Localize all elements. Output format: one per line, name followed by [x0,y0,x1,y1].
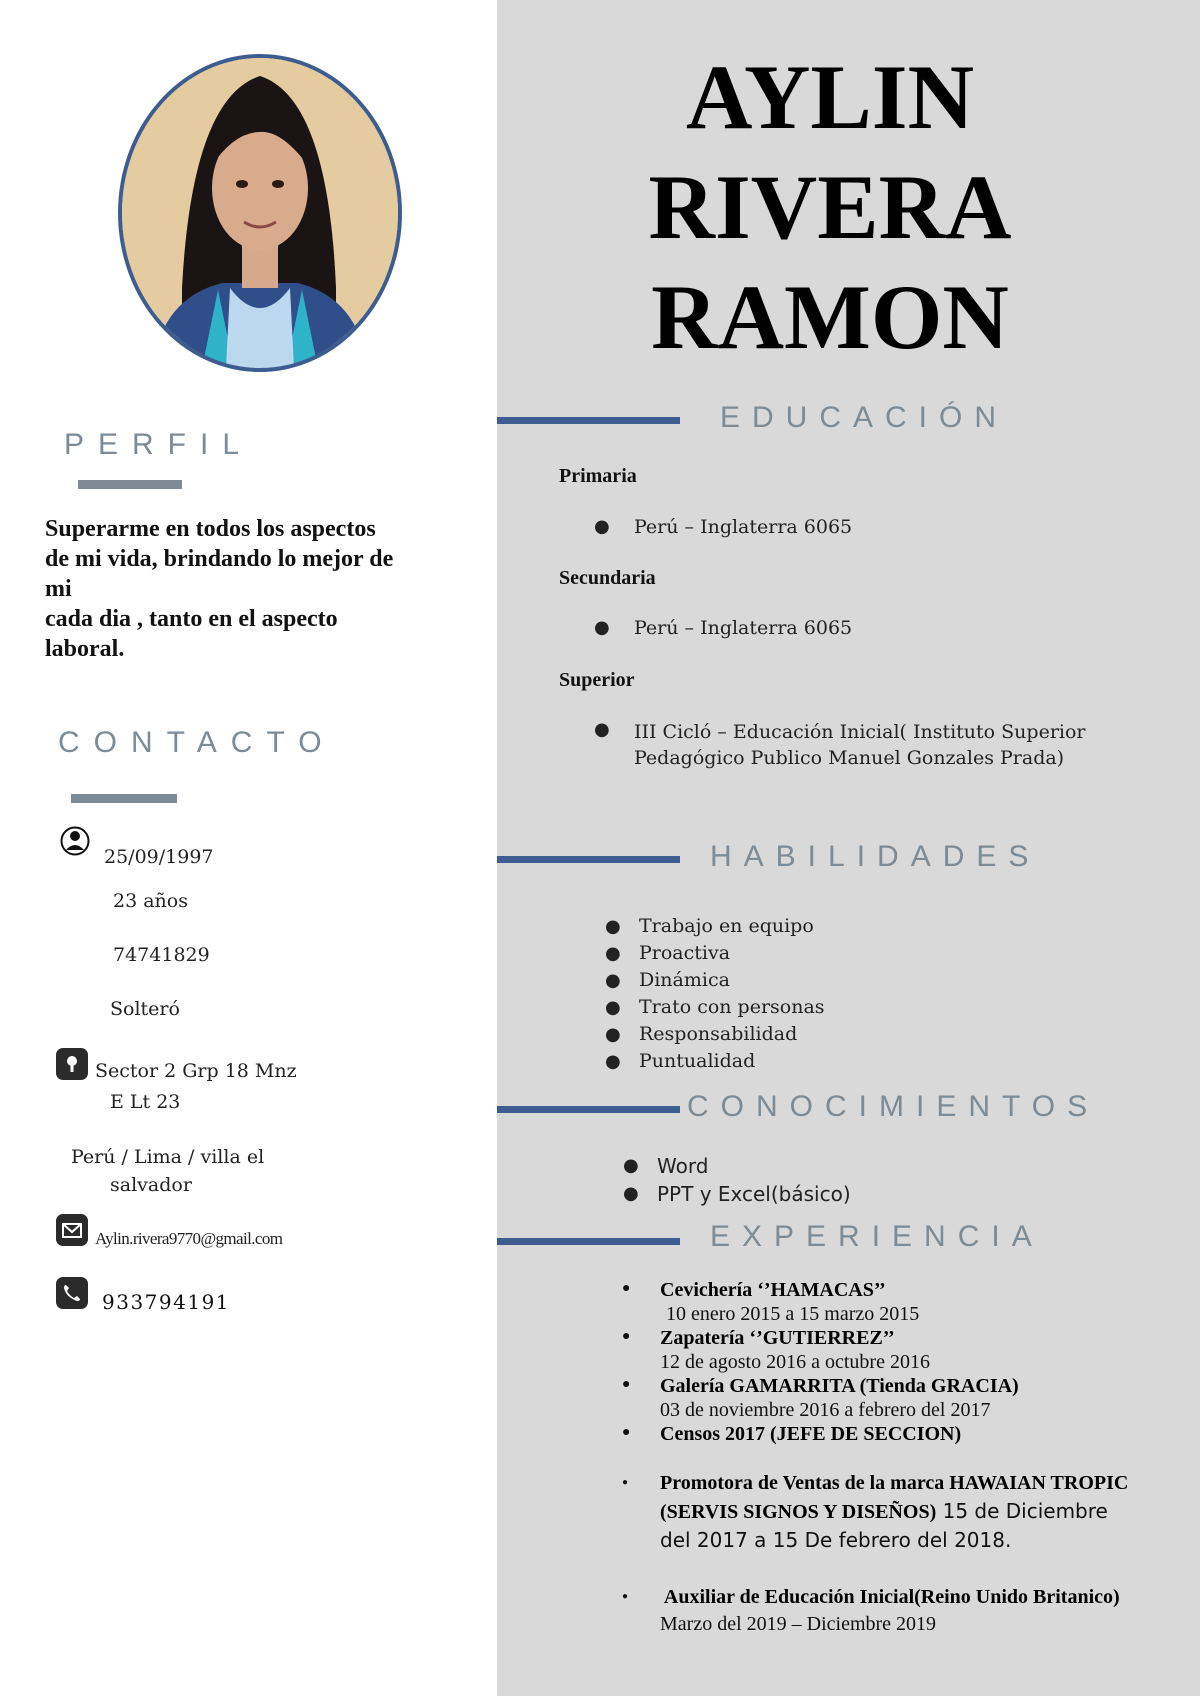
experience-item [622,1470,1182,1556]
experience-item [622,1584,1182,1638]
list-item [605,913,825,940]
name-line2: RIVERA [648,156,1012,258]
location-icon [56,1048,88,1080]
bullet: ● [605,970,621,991]
education-secondary-label: Secundaria [559,567,656,589]
bullet: ● [605,997,621,1018]
person-icon [60,823,90,859]
name-line1: AYLIN [685,46,975,148]
education-primary-text: Perú – Inglaterra 6065 [634,516,853,538]
email-icon [56,1214,88,1246]
education-secondary-item [594,617,852,639]
bullet: ● [605,916,621,937]
full-name [560,42,1100,372]
knowledge-list [623,1152,851,1208]
job-title: Cevichería ‘’HAMACAS’’ [660,1279,886,1301]
knowledge-text: PPT y Excel(básico) [657,1182,851,1206]
education-superior-line2: Pedagógico Publico Manuel Gonzales Prada) [634,747,1065,769]
skill-text: Proactiva [639,942,731,964]
bullet: ● [623,1183,639,1204]
list-item [623,1152,851,1180]
skills-list [605,913,825,1075]
bullet: ● [594,516,610,537]
education-superior-text [634,719,1086,771]
contact-email[interactable]: Aylin.rivera9770@gmail.com [95,1229,283,1248]
bullet: ● [594,617,610,638]
knowledge-heading: CONOCIMIENTOS [687,1090,1100,1123]
job-date: 10 enero 2015 a 15 marzo 2015 [666,1303,920,1325]
job-date: 03 de noviembre 2016 a febrero del 2017 [660,1399,991,1421]
education-primary-item [594,516,852,538]
job-date: 12 de agosto 2016 a octubre 2016 [660,1351,930,1373]
contact-birthdate: 25/09/1997 [104,846,214,868]
list-item [605,1021,825,1048]
bullet: ● [622,1425,631,1440]
profile-heading-bar [78,480,182,489]
contact-id-number: 74741829 [113,944,210,966]
bullet: ● [622,1591,629,1602]
education-heading: EDUCACIÓN [720,401,1009,434]
bullet: ● [622,1281,631,1296]
list-item [605,940,825,967]
bullet: ● [605,1051,621,1072]
list-item [605,994,825,1021]
job-date: Marzo del 2019 – Diciembre 2019 [660,1613,937,1635]
job-title-line2: (SERVIS SIGNOS Y DISEÑOS) [660,1501,937,1523]
experience-item [622,1374,1182,1422]
contact-heading-bar [71,794,177,803]
experience-heading-bar [497,1238,680,1245]
skill-text: Trabajo en equipo [639,915,814,937]
profile-photo [118,54,402,372]
contact-heading: CONTACTO [58,726,336,759]
skill-text: Dinámica [639,969,730,991]
bullet: ● [623,1155,639,1176]
skills-heading: HABILIDADES [710,840,1041,873]
contact-address-line2: E Lt 23 [110,1091,181,1113]
experience-heading: EXPERIENCIA [710,1220,1044,1253]
contact-city-line1: Perú / Lima / villa el [71,1146,265,1168]
education-primary-label: Primaria [559,465,637,487]
education-secondary-text: Perú – Inglaterra 6065 [634,617,853,639]
job-title: Auxiliar de Educación Inicial(Reino Unido Britanico) [660,1586,1120,1608]
profile-text: Superarme en todos los aspectos de mi vida, brindando lo mejor de mi cada dia , tanto en el aspecto laboral. [45,516,394,662]
skills-heading-bar [497,856,680,863]
job-title-line1: Promotora de Ventas de la marca HAWAIAN TROPIC [660,1472,1129,1494]
skill-text: Trato con personas [639,996,825,1018]
education-superior-line1: III Cicló – Educación Inicial( Instituto Superior [634,721,1086,743]
job-date-part1: 15 de Diciembre [936,1499,1108,1523]
experience-list [622,1278,1182,1638]
job-title: Galería GAMARRITA (Tienda GRACIA) [660,1375,1019,1397]
profile-heading: PERFIL [64,428,254,461]
contact-civil-status: Solteró [110,998,180,1020]
phone-icon [56,1277,88,1309]
contact-address-line1: Sector 2 Grp 18 Mnz [95,1060,297,1082]
experience-item [622,1422,1182,1446]
education-superior-label: Superior [559,669,635,691]
education-superior-item [594,719,1086,771]
experience-item [622,1278,1182,1326]
name-line3: RAMON [651,266,1009,368]
contact-phone[interactable]: 933794191 [102,1290,231,1314]
bullet: ● [605,943,621,964]
list-item [605,1048,825,1075]
education-heading-bar [497,417,680,424]
skill-text: Responsabilidad [639,1023,798,1045]
bullet: ● [622,1477,629,1488]
skill-text: Puntualidad [639,1050,756,1072]
job-title: Censos 2017 (JEFE DE SECCION) [660,1423,962,1445]
list-item [623,1180,851,1208]
experience-item [622,1326,1182,1374]
job-date-part2: del 2017 a 15 De febrero del 2018. [660,1528,1012,1552]
contact-city-line2: salvador [110,1174,192,1196]
bullet: ● [622,1377,631,1392]
knowledge-text: Word [657,1154,709,1178]
portrait-image [122,58,398,368]
bullet: ● [605,1024,621,1045]
job-title: Zapatería ‘’GUTIERREZ’’ [660,1327,895,1349]
contact-age: 23 años [113,890,188,912]
knowledge-heading-bar [497,1106,680,1113]
list-item [605,967,825,994]
bullet: ● [622,1329,631,1344]
bullet: ● [594,719,610,740]
